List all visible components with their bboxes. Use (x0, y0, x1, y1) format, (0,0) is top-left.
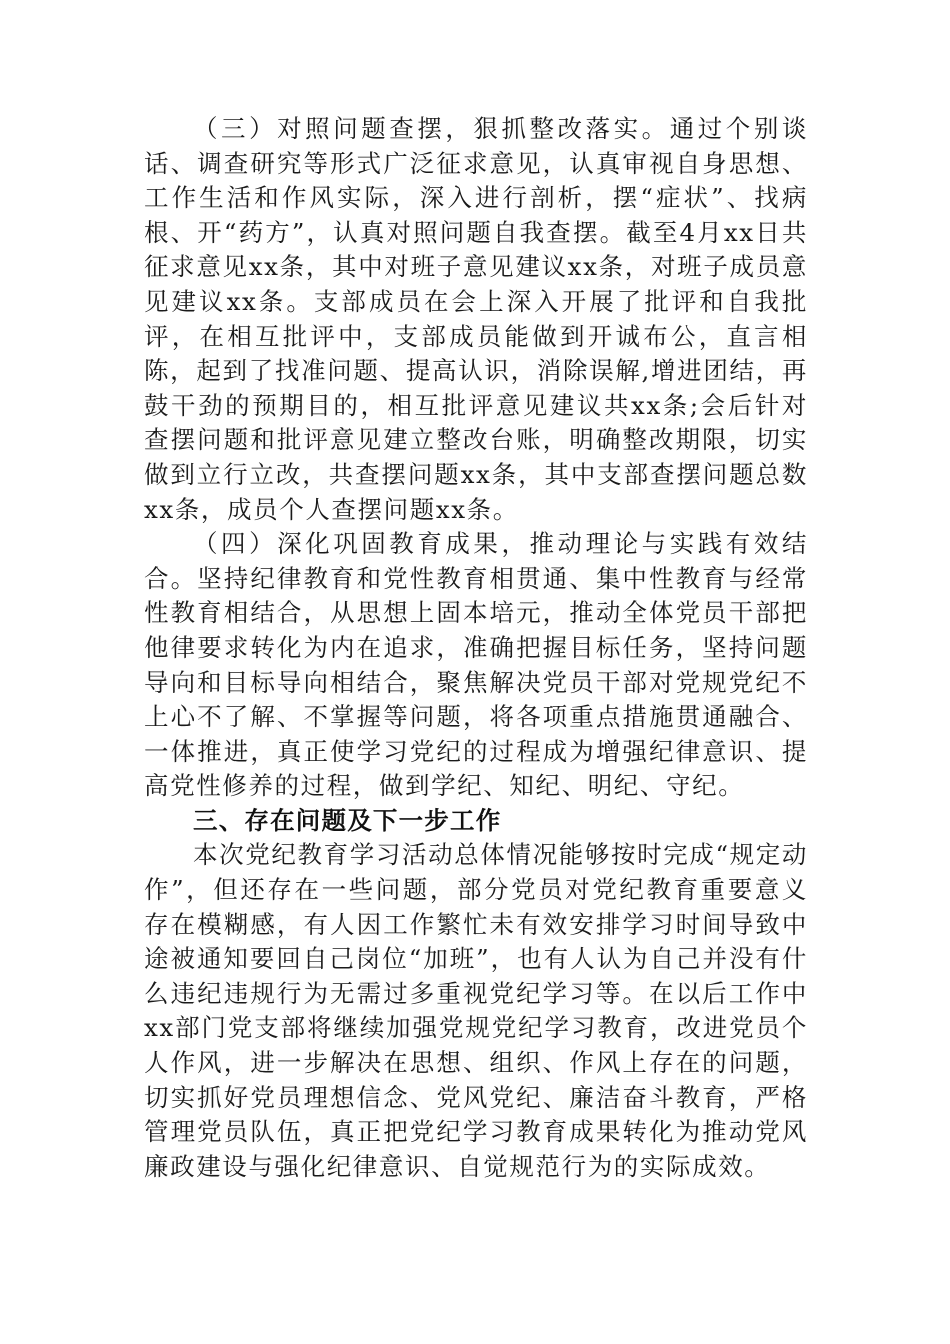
paragraph-section-3-rectification: （三）对照问题查摆，狠抓整改落实。通过个别谈话、调查研究等形式广泛征求意见，认真审视自身思想、工作生活和作风实际，深入进行剖析，摆“症状”、找病根、开“药方”，认真对照问题自我查摆。截至4月xx日共征求意见xx条，其中对班子意见建议xx条，对班子成员意见建议xx条。支部成员在会上深入开展了批评和自我批评，在相互批评中，支部成员能做到开诚布公，直言相陈，起到了找准问题、提高认识，消除误解,增进团结，再鼓干劲的预期目的，相互批评意见建议共xx条;会后针对查摆问题和批评意见建立整改台账，明确整改期限，切实做到立行立改，共查摆问题xx条，其中支部查摆问题总数xx条，成员个人查摆问题xx条。 (144, 114, 808, 524)
paragraph-problems-next-steps: 本次党纪教育学习活动总体情况能够按时完成“规定动作”，但还存在一些问题，部分党员对党纪教育重要意义存在模糊感，有人因工作繁忙未有效安排学习时间导致中途被通知要回自己岗位“加班”，也有人认为自己并没有什么违纪违规行为无需过多重视党纪学习等。在以后工作中xx部门党支部将继续加强党规党纪学习教育，改进党员个人作风，进一步解决在思想、组织、作风上存在的问题，切实抓好党员理想信念、党风党纪、廉洁奋斗教育，严格管理党员队伍，真正把党纪学习教育成果转化为推动党风廉政建设与强化纪律意识、自觉规范行为的实际成效。 (144, 840, 808, 1181)
paragraph-section-4-consolidation: （四）深化巩固教育成果，推动理论与实践有效结合。坚持纪律教育和党性教育相贯通、集中性教育与经常性教育相结合，从思想上固本培元，推动全体党员干部把他律要求转化为内在追求，准确把握目标任务，坚持问题导向和目标导向相结合，聚焦解决党员干部对党规党纪不上心不了解、不掌握等问题，将各项重点措施贯通融合、一体推进，真正使学习党纪的过程成为增强纪律意识、提高党性修养的过程，做到学纪、知纪、明纪、守纪。 (144, 529, 808, 801)
heading-problems-and-next-steps: 三、存在问题及下一步工作 (193, 805, 502, 835)
document-body (144, 112, 808, 1184)
